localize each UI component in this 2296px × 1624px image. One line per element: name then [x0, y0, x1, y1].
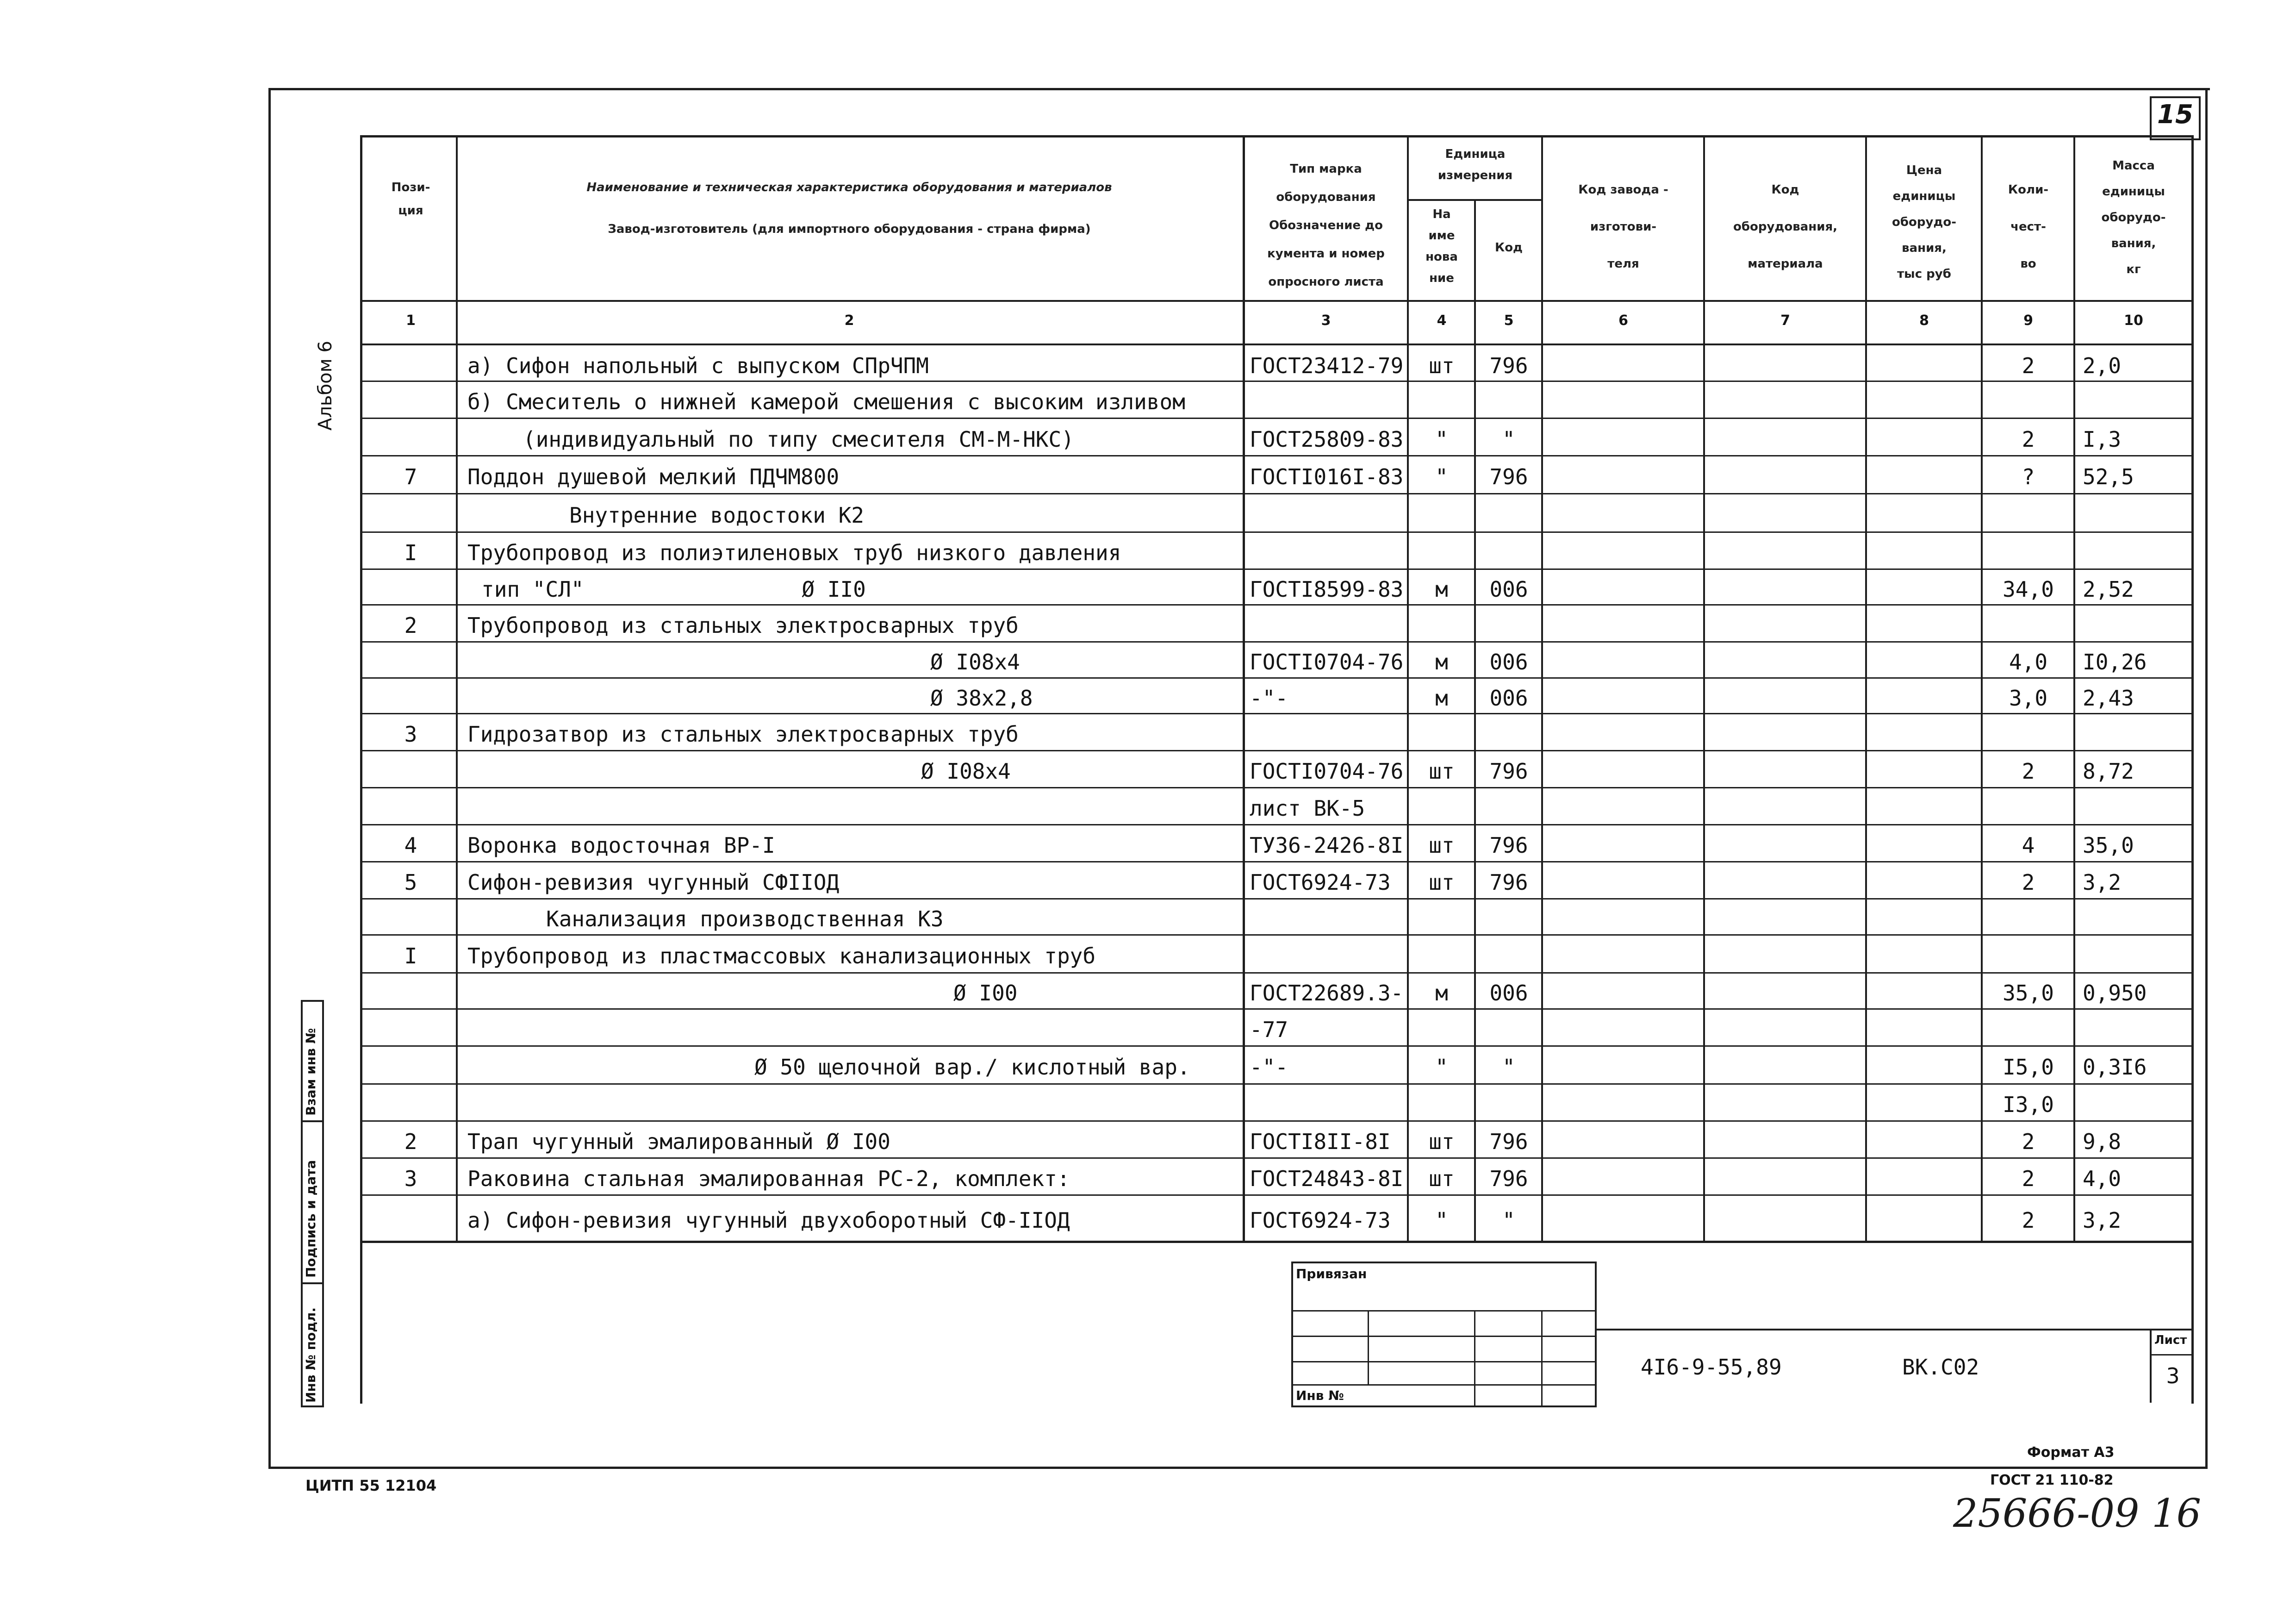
- cell-qty: 2: [2022, 870, 2035, 895]
- cell-type: ГОСТ25809-83: [1250, 426, 1404, 452]
- cell-code: 796: [1489, 353, 1528, 378]
- unit-group-divider: [1407, 199, 1543, 201]
- col-number-10: 10: [2124, 312, 2143, 329]
- footer-format: Формат А3: [2027, 1444, 2115, 1461]
- cell-type: ГОСТI8II-8I: [1250, 1129, 1391, 1154]
- cell-mass: 8,72: [2083, 759, 2134, 784]
- cell-type: ГОСТ23412-79: [1250, 353, 1404, 378]
- title-block-vline: [1474, 1310, 1475, 1407]
- row-divider: [360, 531, 2193, 533]
- header-position: Пози- ция: [391, 181, 430, 218]
- cell-mass: 3,2: [2083, 870, 2122, 895]
- row-divider: [360, 1045, 2193, 1047]
- cell-qty: 4: [2022, 833, 2035, 858]
- header-quantity: Коли- чест- во: [2008, 183, 2049, 271]
- table-left: [360, 135, 362, 1404]
- cell-name: Раковина стальная эмалированная РС-2, комплект:: [467, 1166, 1070, 1191]
- side-stamp-podpis: Подпись и дата: [303, 1160, 318, 1278]
- cell-mass: 4,0: [2083, 1166, 2122, 1191]
- cell-qty: 2: [2022, 1129, 2035, 1154]
- cell-code: 796: [1489, 464, 1528, 489]
- cell-type: ГОСТI8599-83: [1250, 576, 1404, 602]
- title-block-line: [1291, 1361, 1597, 1362]
- cell-mass: 2,43: [2083, 685, 2134, 711]
- row-divider: [360, 1120, 2193, 1122]
- row-divider: [360, 861, 2193, 862]
- row-divider: [360, 713, 2193, 714]
- row-divider: [360, 381, 2193, 382]
- cell-mass: I0,26: [2083, 650, 2147, 675]
- table-right: [2191, 135, 2194, 1404]
- cell-qty: 3,0: [2009, 685, 2048, 711]
- row-divider: [360, 934, 2193, 936]
- cell-code: 796: [1489, 870, 1528, 895]
- cell-name: Внутренние водостоки К2: [569, 502, 864, 528]
- cell-mass: 3,2: [2083, 1208, 2122, 1233]
- col-number-4: 4: [1437, 312, 1447, 329]
- cell-name: Канализация производственная К3: [546, 906, 944, 931]
- cell-mass: I,3: [2083, 426, 2122, 452]
- header-equipment-code: Код оборудования, материала: [1733, 183, 1838, 271]
- row-divider: [360, 972, 2193, 974]
- cell-pos: I: [404, 540, 417, 565]
- cell-qty: 2: [2022, 426, 2035, 452]
- cell-unit: шт: [1429, 353, 1455, 378]
- col-number-9: 9: [2023, 312, 2033, 329]
- cell-type: ТУ36-2426-8I: [1250, 833, 1404, 858]
- cell-unit: ": [1435, 1055, 1448, 1080]
- col-number-7: 7: [1780, 312, 1790, 329]
- cell-mass: 2,52: [2083, 576, 2134, 602]
- col-number-5: 5: [1504, 312, 1514, 329]
- side-stamp-inv: Инв № подл.: [303, 1307, 318, 1403]
- row-divider: [360, 1157, 2193, 1159]
- cell-mass: 0,950: [2083, 981, 2147, 1006]
- footer-gost: ГОСТ 21 110-82: [1990, 1472, 2114, 1488]
- cell-name: Ø 38x2,8: [930, 685, 1033, 711]
- col-sep-6: [1703, 135, 1705, 1242]
- col-sep-9: [2073, 135, 2075, 1242]
- title-list-divider: [2150, 1354, 2193, 1355]
- cell-name: а) Сифон-ревизия чугунный двухоборотный СФ-IIОД: [467, 1208, 1070, 1233]
- footer-handwritten-number: 25666-09 16: [1953, 1491, 2202, 1536]
- row-divider: [360, 824, 2193, 825]
- cell-unit: шт: [1429, 1129, 1455, 1154]
- cell-name: Поддон душевой мелкий ПДЧМ800: [467, 464, 840, 489]
- cell-qty: 34,0: [2003, 576, 2054, 602]
- cell-code: ": [1502, 1208, 1515, 1233]
- cell-mass: 52,5: [2083, 464, 2134, 489]
- cell-type: -"-: [1250, 1055, 1288, 1080]
- cell-pos: 4: [404, 833, 417, 858]
- cell-unit: шт: [1429, 1166, 1455, 1191]
- side-stamp-divider: [301, 1282, 324, 1284]
- album-label: Альбом 6: [315, 341, 336, 431]
- title-block-line: [1291, 1336, 1597, 1337]
- table-top: [360, 135, 2193, 137]
- row-divider: [360, 1008, 2193, 1010]
- cell-code: 006: [1489, 576, 1528, 602]
- cell-unit: шт: [1429, 833, 1455, 858]
- row-divider: [360, 493, 2193, 494]
- cell-name: Трубопровод из стальных электросварных труб: [467, 613, 1019, 638]
- table-colnum-bottom: [360, 344, 2193, 345]
- title-main-line: [1597, 1329, 2193, 1330]
- cell-qty: 2: [2022, 353, 2035, 378]
- title-block-doc-mark: ВК.С02: [1902, 1355, 1979, 1380]
- cell-pos: 2: [404, 1129, 417, 1154]
- cell-code: 006: [1489, 981, 1528, 1006]
- cell-name: Ø 50 щелочной вар./ кислотный вар.: [754, 1055, 1190, 1080]
- cell-code: 796: [1489, 1166, 1528, 1191]
- cell-mass: 9,8: [2083, 1129, 2122, 1154]
- header-name-line2: Завод-изготовитель (для импортного оборудования - страна фирма): [608, 222, 1091, 236]
- footer-left-code: ЦИТП 55 12104: [305, 1477, 437, 1494]
- cell-type: ГОСТ6924-73: [1250, 1208, 1391, 1233]
- frame-left: [268, 88, 271, 1468]
- cell-code: 796: [1489, 1129, 1528, 1154]
- col-number-6: 6: [1618, 312, 1628, 329]
- row-divider: [360, 604, 2193, 606]
- cell-name: б) Смеситель о нижней камерой смешения с высоким изливом: [467, 389, 1185, 414]
- col-sep-2: [1243, 135, 1245, 1242]
- frame-top: [271, 88, 2210, 90]
- title-block-list-label: Лист: [2154, 1333, 2187, 1347]
- frame-right: [2205, 88, 2208, 1468]
- cell-mass: 0,3I6: [2083, 1055, 2147, 1080]
- cell-unit: шт: [1429, 870, 1455, 895]
- row-divider: [360, 418, 2193, 419]
- title-block-privyazan: Привязан: [1296, 1266, 1367, 1281]
- cell-name: тип "СЛ" Ø II0: [481, 576, 866, 602]
- col-sep-7: [1865, 135, 1867, 1242]
- frame-bottom: [268, 1467, 2208, 1469]
- col-sep-5: [1541, 135, 1543, 1242]
- col-number-1: 1: [406, 312, 416, 329]
- row-divider: [360, 787, 2193, 788]
- cell-unit: ": [1435, 426, 1448, 452]
- cell-qty: 2: [2022, 759, 2035, 784]
- col-sep-8: [1981, 135, 1983, 1242]
- title-block-list-number: 3: [2166, 1363, 2180, 1388]
- col-sep-1: [456, 135, 458, 1242]
- cell-unit: ": [1435, 1208, 1448, 1233]
- row-divider: [360, 455, 2193, 456]
- cell-name: (индивидуальный по типу смесителя СМ-М-НКС): [523, 426, 1074, 452]
- cell-code: 796: [1489, 833, 1528, 858]
- row-divider: [360, 568, 2193, 570]
- cell-unit: м: [1435, 685, 1448, 711]
- cell-pos: 5: [404, 870, 417, 895]
- side-stamp-vzam: Взам инв №: [303, 1028, 318, 1116]
- side-stamp-divider: [301, 1120, 324, 1122]
- row-divider: [360, 641, 2193, 643]
- cell-code: 006: [1489, 685, 1528, 711]
- col-number-2: 2: [844, 312, 854, 329]
- col-sep-4: [1474, 199, 1476, 1242]
- header-mass: Масса единицы оборудо- вания, кг: [2101, 159, 2166, 276]
- row-divider: [360, 898, 2193, 899]
- cell-pos: 3: [404, 1166, 417, 1191]
- cell-unit: м: [1435, 650, 1448, 675]
- cell-name: Ø I08x4: [930, 650, 1020, 675]
- cell-type: ГОСТ22689.3-: [1250, 981, 1404, 1006]
- sheet-corner-number: 15: [2157, 100, 2193, 130]
- cell-unit: шт: [1429, 759, 1455, 784]
- cell-type: ГОСТ24843-8I: [1250, 1166, 1404, 1191]
- header-factory-code: Код завода - изготови- теля: [1578, 183, 1668, 271]
- cell-qty: I3,0: [2003, 1092, 2054, 1117]
- title-block-line: [1291, 1384, 1597, 1386]
- cell-name: Сифон-ревизия чугунный СФIIОД: [467, 870, 840, 895]
- title-block-vline: [1368, 1310, 1369, 1384]
- cell-code: 796: [1489, 759, 1528, 784]
- cell-pos: 7: [404, 464, 417, 489]
- col-sep-3: [1407, 135, 1409, 1242]
- cell-unit: м: [1435, 981, 1448, 1006]
- cell-pos: 3: [404, 722, 417, 747]
- title-block-doc-code: 4I6-9-55,89: [1641, 1355, 1782, 1380]
- header-type: Тип марка оборудования Обозначение до кумента и номер опросного листа: [1267, 162, 1385, 289]
- cell-code: ": [1502, 1055, 1515, 1080]
- table-header-bottom: [360, 300, 2193, 302]
- cell-qty: ?: [2022, 464, 2035, 489]
- cell-code: ": [1502, 426, 1515, 452]
- cell-name: Гидрозатвор из стальных электросварных труб: [467, 722, 1019, 747]
- cell-name: Трап чугунный эмалированный Ø I00: [467, 1129, 890, 1154]
- cell-unit: м: [1435, 576, 1448, 602]
- cell-qty: 35,0: [2003, 981, 2054, 1006]
- header-unit-name: На име нова ние: [1425, 207, 1458, 285]
- cell-unit: ": [1435, 464, 1448, 489]
- col-number-8: 8: [1919, 312, 1929, 329]
- table-body-bottom: [360, 1241, 2193, 1243]
- cell-qty: 2: [2022, 1208, 2035, 1233]
- col-number-3: 3: [1321, 312, 1331, 329]
- cell-type: лист ВК-5: [1250, 796, 1365, 821]
- cell-mass: 35,0: [2083, 833, 2134, 858]
- cell-type: ГОСТ6924-73: [1250, 870, 1391, 895]
- header-unit-group: Единица измерения: [1437, 147, 1513, 182]
- cell-qty: I5,0: [2003, 1055, 2054, 1080]
- cell-name: Ø I08x4: [921, 759, 1011, 784]
- row-divider: [360, 1083, 2193, 1085]
- cell-name: а) Сифон напольный с выпуском СПрЧПМ: [467, 353, 929, 378]
- title-block-inv-no: Инв №: [1296, 1388, 1344, 1403]
- cell-code: 006: [1489, 650, 1528, 675]
- row-divider: [360, 750, 2193, 751]
- cell-type: -77: [1250, 1017, 1288, 1042]
- header-name-line1: Наименование и техническая характеристика оборудования и материалов: [586, 181, 1112, 194]
- cell-mass: 2,0: [2083, 353, 2122, 378]
- title-block-line: [1291, 1310, 1597, 1312]
- header-unit-code: Код: [1494, 241, 1523, 255]
- row-divider: [360, 1194, 2193, 1196]
- header-price: Цена единицы оборудо- вания, тыс руб: [1892, 163, 1957, 281]
- cell-name: Трубопровод из пластмассовых канализационных труб: [467, 943, 1096, 968]
- cell-name: Воронка водосточная ВР-I: [467, 833, 775, 858]
- cell-type: ГОСТI016I-83: [1250, 464, 1404, 489]
- cell-type: -"-: [1250, 685, 1288, 711]
- cell-name: Трубопровод из полиэтиленовых труб низкого давления: [467, 540, 1121, 565]
- cell-pos: I: [404, 943, 417, 968]
- cell-pos: 2: [404, 613, 417, 638]
- row-divider: [360, 677, 2193, 679]
- title-block-vline: [1541, 1310, 1543, 1407]
- cell-type: ГОСТI0704-76: [1250, 650, 1404, 675]
- cell-name: Ø I00: [953, 981, 1018, 1006]
- cell-type: ГОСТI0704-76: [1250, 759, 1404, 784]
- cell-qty: 2: [2022, 1166, 2035, 1191]
- cell-qty: 4,0: [2009, 650, 2048, 675]
